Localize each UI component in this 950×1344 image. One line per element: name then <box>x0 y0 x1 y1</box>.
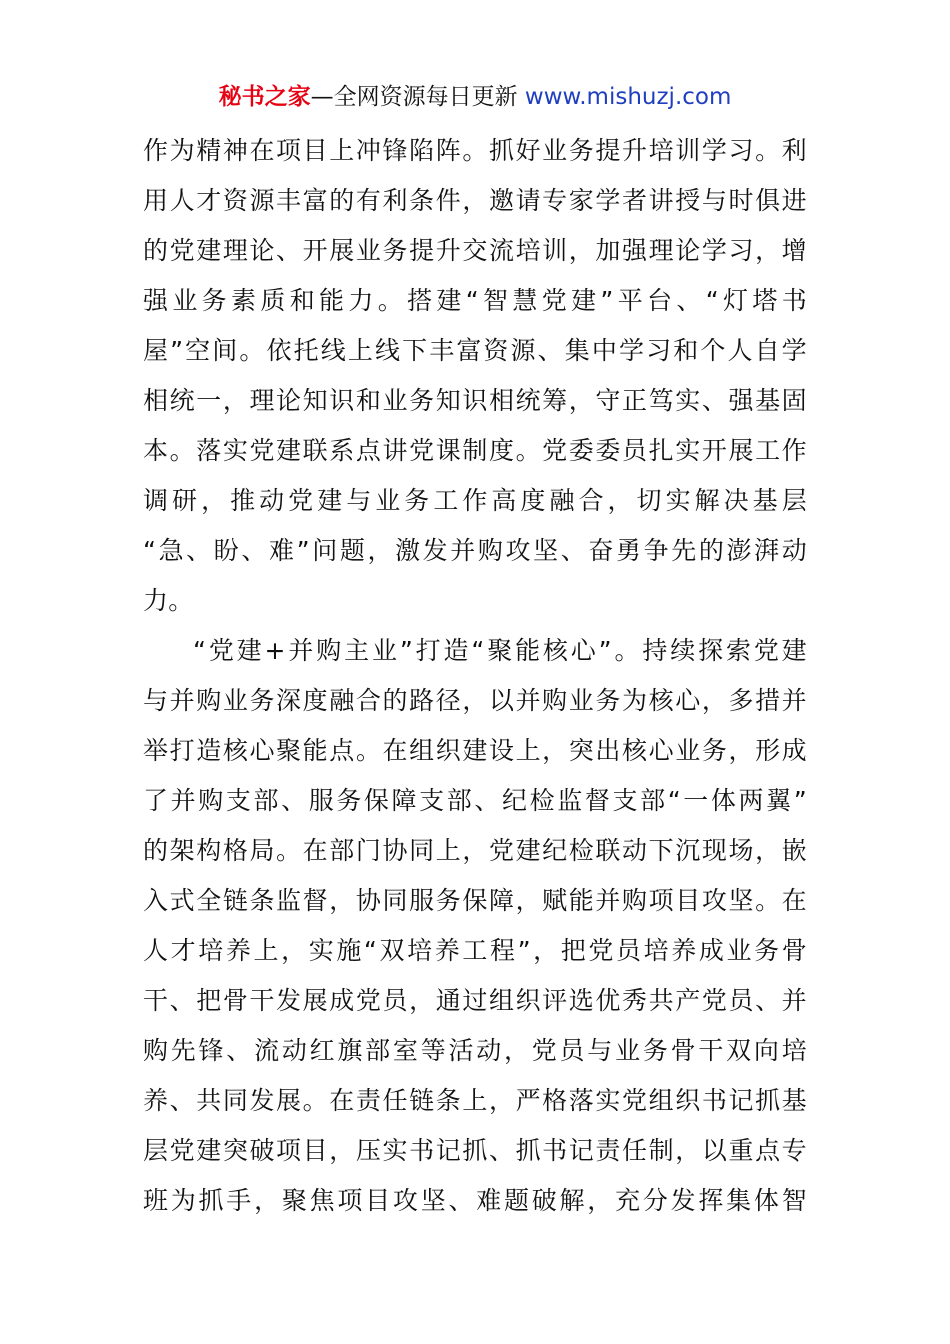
text-line: 购先锋、流动红旗部室等活动，党员与业务骨干双向培 <box>143 1036 807 1065</box>
header-tagline: —全网资源每日更新 <box>310 84 518 110</box>
paragraph-start-line: “党建+并购主业”打造“聚能核心”。持续探索党建 <box>193 636 807 665</box>
text-line: 举打造核心聚能点。在组织建设上，突出核心业务，形成 <box>143 736 807 765</box>
site-url-link[interactable]: www.mishuzj.com <box>517 84 732 110</box>
text-line: 层党建突破项目，压实书记抓、抓书记责任制，以重点专 <box>143 1136 807 1165</box>
document-body <box>143 126 807 1226</box>
text-line: 养、共同发展。在责任链条上，严格落实党组织书记抓基 <box>143 1086 807 1115</box>
site-header <box>0 80 950 114</box>
text-line: 的架构格局。在部门协同上，党建纪检联动下沉现场，嵌 <box>143 836 807 865</box>
brand-name: 秘书之家 <box>218 84 311 110</box>
text-line: 的党建理论、开展业务提升交流培训，加强理论学习，增 <box>143 236 807 265</box>
text-line: 力。 <box>143 586 194 615</box>
text-line: 干、把骨干发展成党员，通过组织评选优秀共产党员、并 <box>143 986 807 1015</box>
text-line: 班为抓手，聚焦项目攻坚、难题破解，充分发挥集体智 <box>143 1186 807 1215</box>
text-line: 相统一，理论知识和业务知识相统筹，守正笃实、强基固 <box>143 386 807 415</box>
text-line: 与并购业务深度融合的路径，以并购业务为核心，多措并 <box>143 686 807 715</box>
text-line: 了并购支部、服务保障支部、纪检监督支部“一体两翼” <box>143 786 807 815</box>
text-line: 作为精神在项目上冲锋陷阵。抓好业务提升培训学习。利 <box>143 136 807 165</box>
text-line: 人才培养上，实施“双培养工程”，把党员培养成业务骨 <box>143 936 807 965</box>
text-line: “急、盼、难”问题，激发并购攻坚、奋勇争先的澎湃动 <box>143 536 807 565</box>
text-line: 本。落实党建联系点讲党课制度。党委委员扎实开展工作 <box>143 436 807 465</box>
text-line: 调研，推动党建与业务工作高度融合，切实解决基层 <box>143 486 807 515</box>
text-line: 强业务素质和能力。搭建“智慧党建”平台、“灯塔书 <box>143 286 807 315</box>
text-line: 用人才资源丰富的有利条件，邀请专家学者讲授与时俱进 <box>143 186 807 215</box>
text-line: 入式全链条监督，协同服务保障，赋能并购项目攻坚。在 <box>143 886 807 915</box>
text-line: 屋”空间。依托线上线下丰富资源、集中学习和个人自学 <box>143 336 807 365</box>
